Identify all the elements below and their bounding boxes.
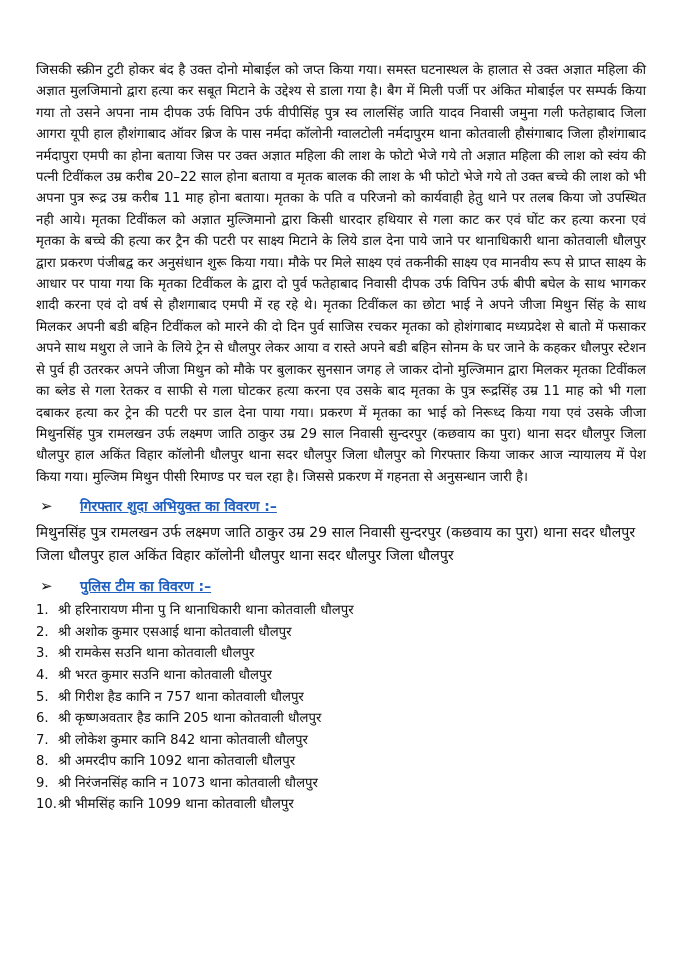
team-member-number: 3. (36, 646, 49, 662)
police-team-list (36, 600, 646, 816)
team-member-number: 10. (36, 797, 57, 813)
team-member-text: श्री भरत कुमार सउनि थाना कोतवाली धौलपुर (58, 667, 272, 683)
team-member-text: श्री लोकेश कुमार कानि 842 थाना कोतवाली धौलपुर (58, 732, 308, 748)
team-member-item (36, 751, 646, 773)
team-member-item (36, 622, 646, 644)
team-member-number: 9. (36, 775, 49, 791)
team-member-number: 2. (36, 624, 49, 640)
team-member-text: श्री गिरीश हैड कानि न 757 थाना कोतवाली धौलपुर (58, 689, 304, 705)
arrow-bullet-icon: ➢ (40, 577, 53, 596)
team-member-item (36, 665, 646, 687)
team-member-item (36, 687, 646, 709)
arrested-heading-text: गिरफ्तार शुदा अभियुक्त का विवरण :– (80, 498, 277, 515)
team-member-item (36, 730, 646, 752)
team-member-item (36, 600, 646, 622)
team-member-number: 6. (36, 711, 49, 727)
arrested-accused-details: मिथुनसिंह पुत्र रामलखन उर्फ लक्ष्मण जाति ठाकुर उम्र 29 साल निवासी सुन्दरपुर (कछवाय का पुरा) थाना सदर धौलपुर जिला धौलपुर हाल अकिंत विहार कॉलोनी धौलपुर थाना सदर धौलपुर जिला धौलपुर (36, 525, 636, 565)
team-heading-text: पुलिस टीम का विवरण :– (80, 578, 212, 595)
team-member-item (36, 643, 646, 665)
team-member-text: श्री कृष्णअवतार हैड कानि 205 थाना कोतवाली धौलपुर (58, 711, 322, 727)
team-member-text: श्री अमरदीप कानि 1092 थाना कोतवाली धौलपुर (58, 754, 296, 770)
team-member-text: श्री अशोक कुमार एसआई थाना कोतवाली धौलपुर (58, 624, 292, 640)
team-member-number: 8. (36, 754, 49, 770)
team-member-number: 7. (36, 732, 49, 748)
team-member-text: श्री भीमसिंह कानि 1099 थाना कोतवाली धौलपुर (58, 797, 294, 813)
arrested-section-heading (36, 494, 646, 518)
team-member-text: श्री हरिनारायण मीना पु नि थानाधिकारी थाना कोतवाली धौलपुर (58, 603, 354, 619)
team-member-item (36, 708, 646, 730)
team-member-number: 5. (36, 689, 49, 705)
team-member-item (36, 794, 646, 816)
team-member-text: श्री रामकेस सउनि थाना कोतवाली धौलपुर (58, 646, 255, 662)
team-section-heading (36, 574, 646, 598)
team-member-number: 1. (36, 603, 49, 619)
team-member-text: श्री निरंजनसिंह कानि न 1073 थाना कोतवाली धौलपुर (58, 775, 318, 791)
team-member-number: 4. (36, 667, 49, 683)
team-member-item (36, 773, 646, 795)
body-paragraph: जिसकी स्क्रीन टुटी होकर बंद है उक्त दोनो मोबाईल को जप्त किया गया। समस्त घटनास्थल के हालात से उक्त अज्ञात महिला की अज्ञात मुलजिमानो द्वारा हत्या कर सबूत मिटाने के उद्देश्य से डाला गया है। बैग में मिली पर्जी पर अंकित मोबाईल पर सम्पर्क किया गया तो उसने अपना नाम दीपक उर्फ विपिन उर्फ वीपीसिंह पुत्र स्व लालसिंह जाति यादव निवासी जमुना गली फतेहाबाद जिला आगरा यूपी हाल हौशंगाबाद ऑवर ब्रिज के पास नर्मदा कॉलोनी ग्वालटोली नर्मदापुरम थाना कोतवाली हौसंगाबाद जिला हौशंगाबाद नर्मदापुरा एमपी का होना बताया जिस पर उक्त अज्ञात महिला की लाश के फोटो भेजे गये तो अज्ञात महिला की लाश को स्वंय की पत्नी टिवींकल उम्र करीब 20–22 साल होना बताया व मृतक बालक की लाश के भी फोटो भेजे गये तो उक्त बच्चे की लाश को भी अपना पुत्र रूद्र उम्र करीब 11 माह होना बताया। मृतका के पति व परिजनो को कार्यवाही हेतु थाने पर तलब किया जो उपस्थित नही आये। मृतका टिवींकल को अज्ञात मुल्जिमानो द्वारा किसी धारदार हथियार से गला काट कर एवं घोंट कर हत्या करना एवं मृतका के बच्चे की हत्या कर ट्रैन की पटरी पर साक्ष्य मिटाने के लिये डाल देना पाये जाने पर थानाधिकारी थाना कोतवाली धौलपुर द्वारा प्रकरण पंजीबद्व कर अनुसंधान शुरू किया गया। मौके पर मिले साक्ष्य एवं तकनीकी साक्ष्य एव मानवीय रूप से प्राप्त साक्ष्य के आधार पर पाया गया कि मृतका टिवींकल के द्वारा दो पुर्व फतेहाबाद निवासी दीपक उर्फ विपिन उर्फ बीपी बघेल के साथ भागकर शादी करना एवं दो वर्ष से हौशगाबाद एमपी में रह रहे थे। मृतका टिवींकल का छोटा भाई ने अपने जीजा मिथुन सिंह के साथ मिलकर अपनी बडी बहिन टिवींकल को मारने की दो दिन पुर्व साजिस रचकर मृतका को होशंगाबाद मध्यप्रदेश से बातो में फसाकर अपने साथ मथुरा ले जाने के लिये ट्रेन से धौलपुर लेकर आया व रास्ते अपने बडी बहिन सोनम के घर जाने के कहकर धौलपुर स्टेशन से पुर्व ही उतरकर अपने जीजा मिथुन को मौके पर बुलाकर सुनसान जगह ले जाकर दोनो मुल्जिमान द्वारा मिलकर मृतका टिवींकल का ब्लेड से गला रेतकर व साफी से गला घोटकर हत्या करना एव उसके बाद मृतका के पुत्र रूद्रसिंह उम्र 11 माह को भी गला दबाकर हत्या कर ट्रेन की पटरी पर डाल देना पाया गया। प्रकरण में मृतका का भाई को निरूध्द किया गया एवं उसके जीजा मिथुनसिंह पुत्र रामलखन उर्फ लक्ष्मण जाति ठाकुर उम्र 29 साल निवासी सुन्दरपुर (कछवाय का पुरा) थाना सदर धौलपुर जिला धौलपुर हाल अकिंत विहार कॉलोनी धौलपुर थाना सदर धौलपुर जिला धौलपुर को गिरफ्तार किया जाकर आज न्यायालय में पेश किया गया। मुल्जिम मिथुन पीसी रिमाण्ड पर चल रहा है। जिससे प्रकरण में गहनता से अनुसन्धान जारी है। (36, 63, 647, 485)
arrow-bullet-icon: ➢ (40, 497, 53, 516)
